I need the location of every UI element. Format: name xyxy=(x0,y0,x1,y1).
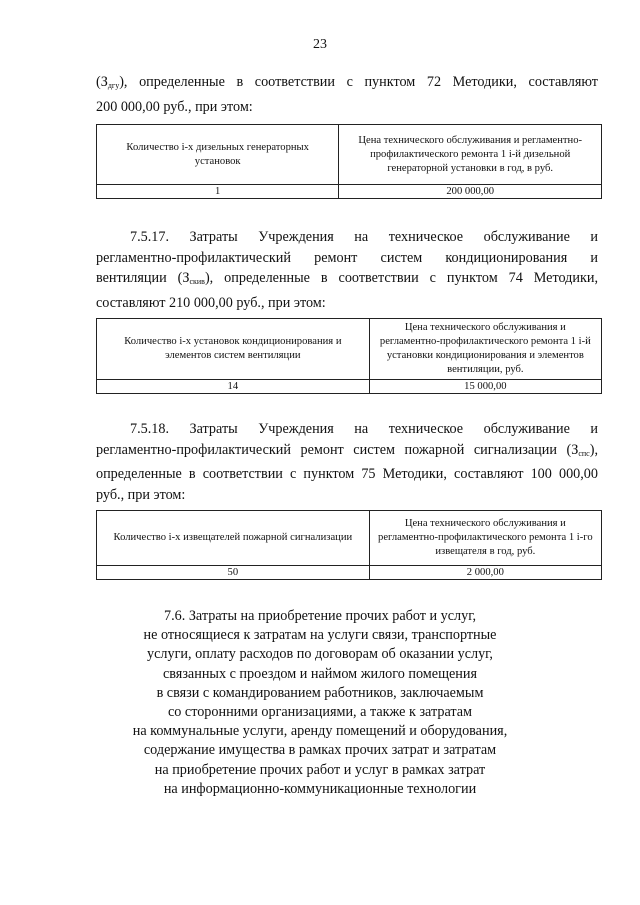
heading-line: не относящиеся к затратам на услуги связи, транспортные xyxy=(143,627,497,644)
section-line: 7.5.18. Затраты Учреждения на техническое обслуживание и xyxy=(130,421,598,437)
section-line: 7.5.17. Затраты Учреждения на техническое обслуживание и xyxy=(130,229,598,245)
section-7-5-17 xyxy=(96,227,598,313)
heading-line: 7.6. Затраты на приобретение прочих работ и услуг, xyxy=(164,608,476,624)
heading-line: услуги, оплату расходов по договорам об оказании услуг, xyxy=(147,646,493,663)
table-cell: 15 000,00 xyxy=(369,380,601,394)
intro-line-2: 200 000,00 руб., при этом: xyxy=(96,98,253,115)
section-line: вентиляции $(З_{скив})$, определенные в соответствии с пунктом 74 Методики, xyxy=(96,270,598,286)
table-header-cell: Цена технического обслуживания и регламентно-профилактического ремонта 1 i-го извещателя в год, руб. xyxy=(369,511,601,566)
table-header-cell: Цена технического обслуживания и регламентно-профилактического ремонта 1 i-й дизельной генераторной установки в год, в руб. xyxy=(339,125,602,185)
table-cell: 200 000,00 xyxy=(339,185,602,199)
section-7-5-18 xyxy=(96,419,598,505)
intro-paragraph xyxy=(96,72,598,117)
section-line: регламентно-профилактический ремонт систем кондиционирования и xyxy=(96,249,598,266)
heading-line: на информационно-коммуникационные технологии xyxy=(163,780,477,797)
air-conditioning-table xyxy=(96,318,602,394)
fire-alarm-table xyxy=(96,510,602,580)
section-line: определенные в соответствии с пунктом 75 Методики, составляют 100 000,00 xyxy=(96,466,598,482)
diesel-generator-table xyxy=(96,124,602,199)
section-line: составляют 210 000,00 руб., при этом: xyxy=(96,294,326,311)
table-cell: 14 xyxy=(97,380,370,394)
table-header-cell: Цена технического обслуживания и регламентно-профилактического ремонта 1 i-й установки кондиционирования и элементов вентиляции, руб. xyxy=(369,319,601,380)
table-cell: 2 000,00 xyxy=(369,566,601,580)
section-line: регламентно-профилактический ремонт систем пожарной сигнализации $(З_{спс})$, xyxy=(96,441,598,458)
heading-line: связанных с проездом и наймом жилого помещения xyxy=(162,665,478,682)
heading-line: на коммунальные услуги, аренду помещений и оборудования, xyxy=(132,723,508,740)
heading-line: в связи с командированием работников, заключаемым xyxy=(156,684,484,701)
intro-line-1: $(З_{дгу})$, определенные в соответствии с пунктом 72 Методики, составляют xyxy=(96,74,598,90)
section-heading-7-6 xyxy=(0,607,640,799)
table-cell: 50 xyxy=(97,566,370,580)
heading-line: содержание имущества в рамках прочих затрат и затратам xyxy=(143,742,497,759)
page-number: 23 xyxy=(313,37,327,52)
table-header-cell: Количество i-х установок кондиционирования и элементов систем вентиляции xyxy=(97,319,370,380)
heading-line: на приобретение прочих работ и услуг в рамках затрат xyxy=(154,761,486,778)
table-header-cell: Количество i-х дизельных генераторных установок xyxy=(97,125,339,185)
heading-line: со сторонними организациями, а также к затратам xyxy=(167,704,473,721)
table-cell: 1 xyxy=(97,185,339,199)
section-line: руб., при этом: xyxy=(96,486,186,503)
table-header-cell: Количество i-х извещателей пожарной сигнализации xyxy=(97,511,370,566)
